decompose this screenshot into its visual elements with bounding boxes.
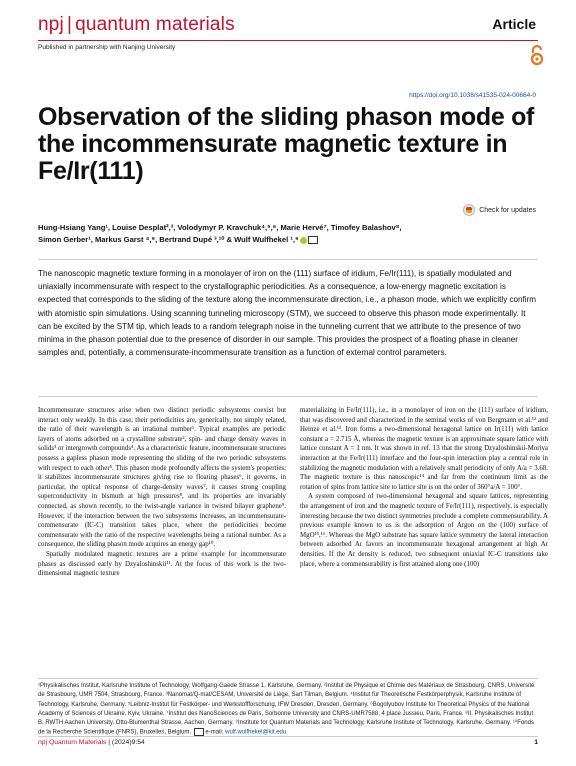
authors-line-1: Hung-Hsiang Yang¹, Louise Desplat²,³, Volodymyr P. Kravchuk⁴,⁵,⁶, Marie Hervé⁷, Timofey Balashov⁸, <box>38 223 402 232</box>
author-list <box>38 222 538 246</box>
page-number: 1 <box>534 739 538 746</box>
abstract-bottom-divider <box>38 396 538 397</box>
check-for-updates-button[interactable] <box>463 204 536 216</box>
corresponding-email-link[interactable]: wulf.wulfhekel@kit.edu <box>225 730 287 737</box>
body-column-left <box>38 406 286 579</box>
affiliations <box>38 682 540 738</box>
affiliations-text: ¹Physikalisches Institut, Karlsruhe Institute of Technology, Wolfgang-Gaede Strasse 1, Karlsruhe, Germany. ²Institut de Physique et Chimie des Matériaux de Strasbourg, CNRS, Université de Strasbourg, UMR 7504, Strasbourg, France. ³Nanomat/Q-mat/CESAM, Université de Liège, Sart Tilman, Belgium. ⁴Institut für Theoretische Festkörperphysik, Karlsruhe Institute of Technology, Karlsruhe, Germany. ⁵Leibniz-Institut für Festkörper- und Werkstoffforschung, IFW Dresden, Dresden, Germany. ⁶Bogolyubov Institute for Theoretical Physics of the National Academy of Sciences of Ukraine, Kyiv, Ukraine. ⁷Institut des NanoSciences de Paris, Sorbonne University and CNRS-UMR7588, 4 place Jussieu, Paris, France. ⁸II. Physikalisches Institut B, RWTH Aachen University, Otto-Blumenthal Strasse, Aachen, Germany. ⁹Institute for Quantum Materials and Technology, Karlsruhe Institute of Technology, Karlsruhe, Germany. ¹⁰Fonds de la Recherche Scientifique (FNRS), Bruxelles, Belgium. <box>38 683 535 737</box>
body-column-right <box>300 406 548 569</box>
footer-citation <box>38 739 145 746</box>
journal-title: quantum materials <box>75 14 235 35</box>
abstract-top-divider <box>38 259 538 260</box>
journal-name <box>38 14 235 36</box>
doi-link[interactable]: https://doi.org/10.1038/s41535-024-00664-0 <box>409 92 536 99</box>
body-paragraph: Incommensurate structures arise when two distinct periodic subsystems coexist but interact only weakly. In this case, their periodicities are, generically, not simply related, the ratio of their wavelength is an irrational number¹. Typical examples are periodic layers of atoms adsorbed on a crystalline substrate², spin- and charge density waves in solids³ or intergrowth compounds⁴. As a characteristic feature, incommensurate structures possess a gapless phason mode representing the sliding of the two periodic subsystems with respect to each other⁵. This phason mode profoundly affects the system's properties: it stabilizes incommensurate structures giving rise to floating phases⁶, it governs, in particular, the optical response of charge-density waves⁷, it causes strong coupling superconductivity in bismuth at high pressures⁸, and its properties are invariably connected, as shown recently, to the twist-angle variance in twisted bilayer graphene⁹. However, if the interaction between the two subsystems increases, an incommensurate-commensurate (IC-C) transition takes place, where the periodicities become commensurate with the ratio of the respective wavelengths being a rational number. As a consequence, the sliding phason mode acquires an energy gap¹⁰. <box>38 407 286 549</box>
article-type-label: Article <box>492 16 536 32</box>
journal-separator: | <box>66 14 73 35</box>
footer-journal: npj Quantum Materials <box>38 739 107 746</box>
check-updates-label: Check for updates <box>479 206 536 214</box>
partnership-note: Published in partnership with Nanjing University <box>38 44 176 51</box>
body-paragraph: A system composed of two-dimensional hexagonal and square lattices, representing the arrangement of iron and the magnetic texture of Fe/Ir(111), respectively, is especially interesting because the two distinct symmetries preclude a complete commensurability. A previous example known to us is the adsorption of Argon on the (100) surface of MgO¹⁵,¹⁶. Whereas the MgO substrate has square lattice symmetry the lateral interaction between adsorbed Ar favors an incommensurate hexagonal arrangement at high Ar densities. If the Ar density is reduced, two subsequent uniaxial IC-C transitions take place, where a commensurability is first attained along one (100) <box>300 493 548 568</box>
check-updates-icon <box>463 204 475 216</box>
article-title: Observation of the sliding phason mode of the incommensurate magnetic texture in Fe/Ir(111) <box>38 103 535 185</box>
header-divider <box>38 40 538 41</box>
open-access-lock-icon <box>530 44 544 66</box>
email-icon[interactable] <box>308 236 318 244</box>
authors-line-2-wrap <box>38 234 538 246</box>
email-label: e-mail: <box>205 730 224 737</box>
journal-prefix: npj <box>38 14 64 35</box>
abstract: The nanoscopic magnetic texture forming in a monolayer of iron on the (111) surface of iridium, Fe/Ir(111), is spatially modulated and uniaxially incommensurate with respect to the crystallographic periodicities. As a consequence, a low-energy magnetic excitation is expected that corresponds to the sliding of the texture along the incommensurate direction, i.e., a phason mode, which we explicitly confirm with atomistic spin simulations. Using scanning tunneling microscopy (STM), we succeed to observe this phason mode experimentally. It can be excited by the STM tip, which leads to a random telegraph noise in the tunneling current that we attribute to the presence of two minima in the phason potential due to the presence of disorder in our sample. This provides the prospect of a floating phase in cleaner samples and, potentially, a commensurate-incommensurate transition as a function of external control parameters. <box>38 269 537 358</box>
body-paragraph: materializing in Fe/Ir(111), i.e., in a monolayer of iron on the (111) surface of iridium, that was discovered and characterized in the seminal works of von Bergmann et al.¹² and Heinze et al.¹³. Iron forms a two-dimensional hexagonal lattice on Ir(111) with lattice constant a = 2.715 Å, whereas the magnetic texture is an approximate square lattice with lattice constant A = 1 nm. It was shown in ref. 13 that the strong Dzyaloshinskii-Moriya interaction at the Fe/Ir(111) interface and the four-spin interaction play a central role in stabilizing the magnetic modulation with a relatively small periodicity of only A/a = 3.68. The magnetic texture is thus nanoscopic¹⁴ and far from the continuum limit as the rotation of spins from lattice site to lattice site is on the order of 360°a/A = 100°. <box>300 407 548 491</box>
footnote-divider <box>38 678 538 679</box>
footer-divider <box>38 736 538 737</box>
footer-volume: | (2024)9:54 <box>108 739 145 746</box>
orcid-icon[interactable] <box>300 237 307 244</box>
body-paragraph: Spatially modulated magnetic textures are a prime example for incommensurate phases as discussed early by Dzyaloshinskii¹¹. At the focus of this work is the two-dimensional magnetic texture <box>38 550 286 578</box>
authors-line-2: Simon Gerber¹, Markus Garst ⁴,⁹, Bertrand Dupé ³,¹⁰ & Wulf Wulfhekel ¹,⁹ <box>38 235 299 244</box>
